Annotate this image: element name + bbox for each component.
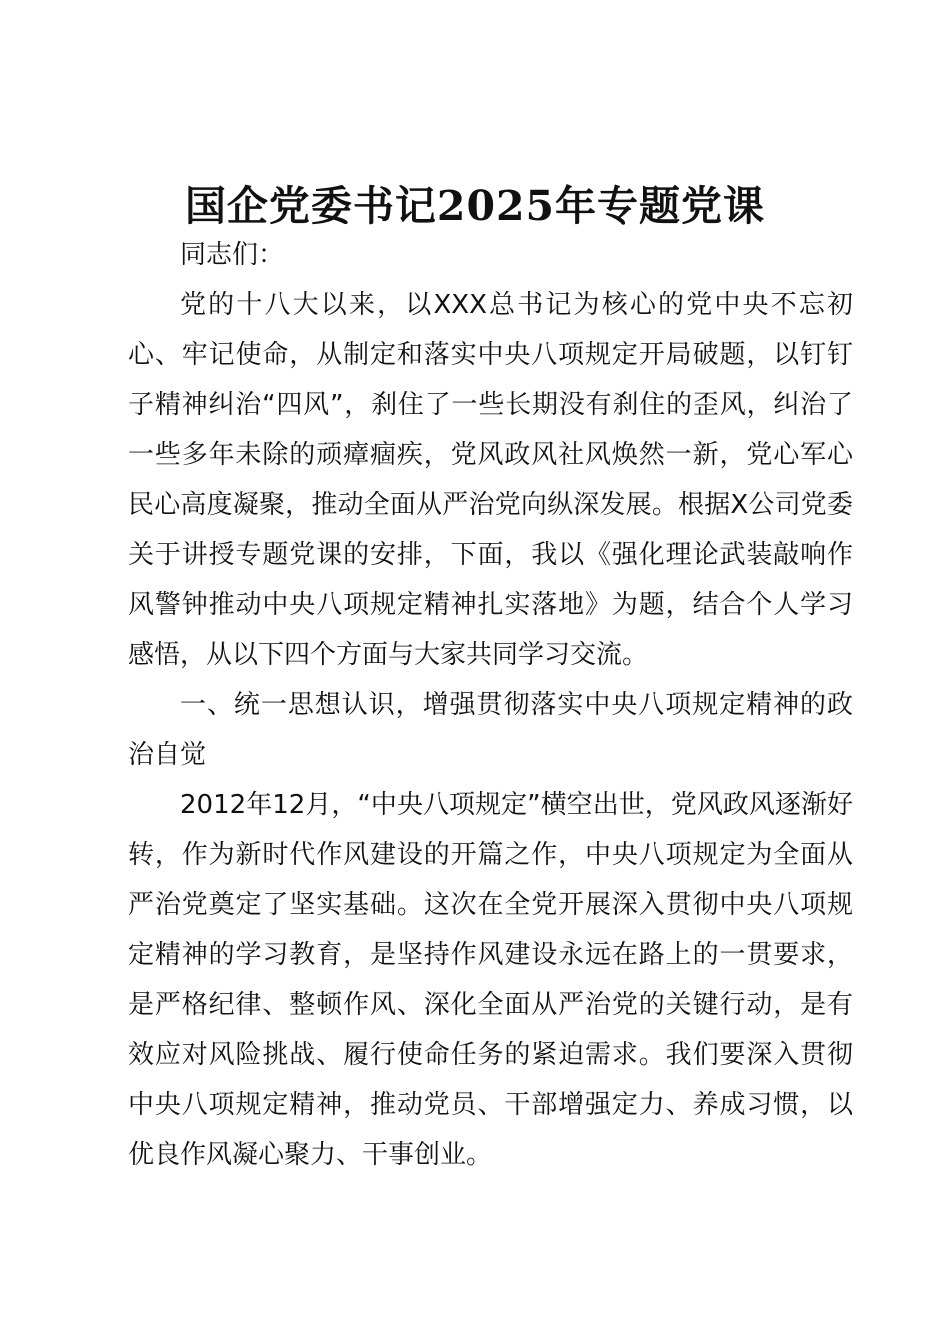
section-heading-1: 一、统一思想认识，增强贯彻落实中央八项规定精神的政治自觉 bbox=[128, 690, 853, 770]
document-title: 国企党委书记2025年专题党课 bbox=[184, 182, 766, 230]
paragraph-intro: 党的十八大以来，以XXX总书记为核心的党中央不忘初心、牢记使命，从制定和落实中央八项规定开局破题，以钉钉子精神纠治“四风”，刹住了一些长期没有刹住的歪风，纠治了一些多年未除的顽瘴痼疾，党风政风社风焕然一新，党心军心民心高度凝聚，推动全面从严治党向纵深发展。根据X公司党委关于讲授专题党课的安排，下面，我以《强化理论武装敲响作风警钟推动中央八项规定精神扎实落地》为题，结合个人学习感悟，从以下四个方面与大家共同学习交流。 bbox=[128, 290, 853, 670]
paragraph-section-1: 2012年12月，“中央八项规定”横空出世，党风政风逐渐好转，作为新时代作风建设的开篇之作，中央八项规定为全面从严治党奠定了坚实基础。这次在全党开展深入贯彻中央八项规定精神的学习教育，是坚持作风建设永远在路上的一贯要求，是严格纪律、整顿作风、深化全面从严治党的关键行动，是有效应对风险挑战、履行使命任务的紧迫需求。我们要深入贯彻中央八项规定精神，推动党员、干部增强定力、养成习惯，以优良作风凝心聚力、干事创业。 bbox=[128, 790, 853, 1170]
salutation: 同志们： bbox=[180, 240, 285, 270]
document-body bbox=[128, 230, 853, 1180]
